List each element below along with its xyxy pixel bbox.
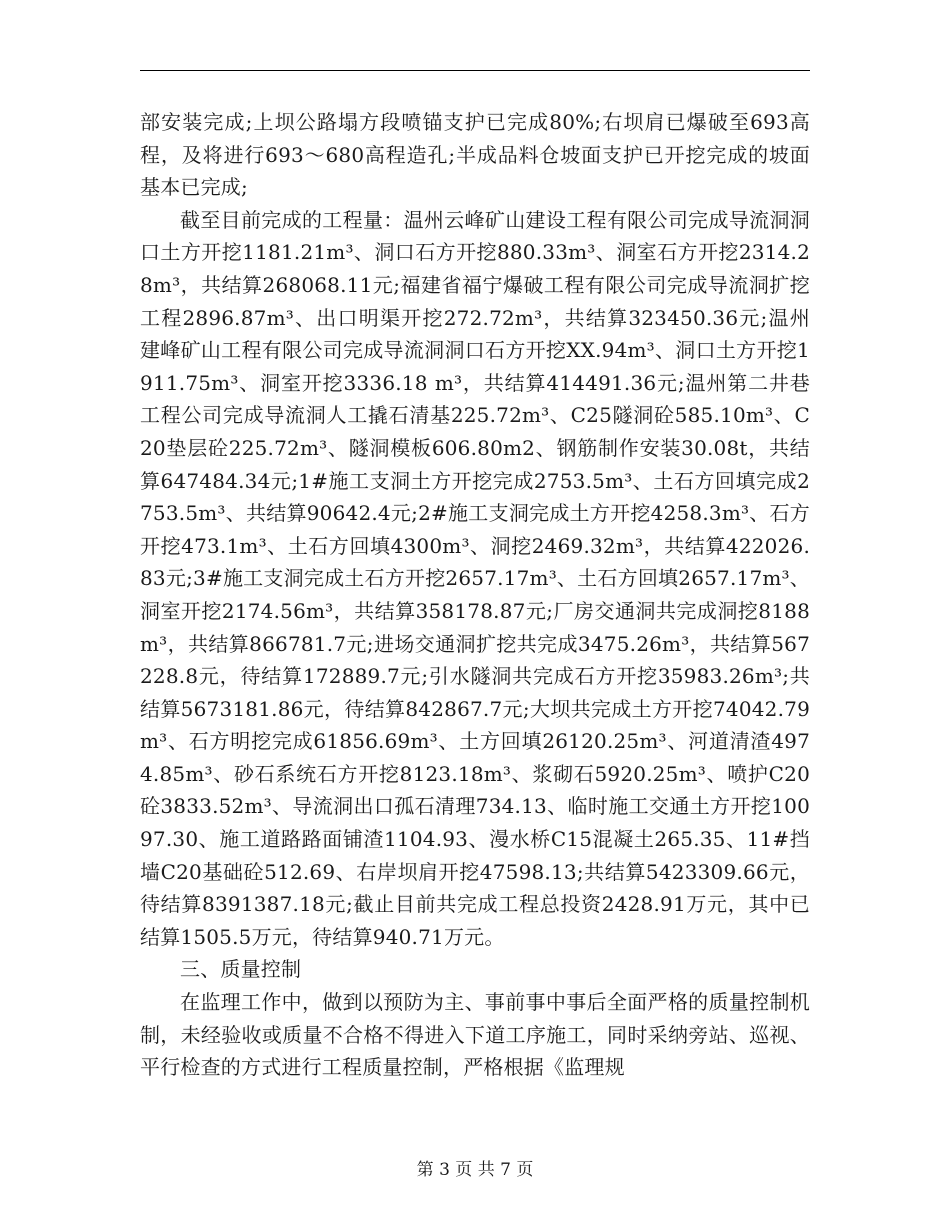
paragraph-quality-control: 在监理工作中，做到以预防为主、事前事中事后全面严格的质量控制机制，未经验收或质量不合格不得进入下道工序施工，同时采纳旁站、巡视、平行检查的方式进行工程质量控制，严格根据《监理规 (140, 990, 810, 1080)
paragraph-workload-summary: 截至目前完成的工程量：温州云峰矿山建设工程有限公司完成导流洞洞口土方开挖1181.21m³、洞口石方开挖880.33m³、洞室石方开挖2314.28m³，共结算268068.11元;福建省福宁爆破工程有限公司完成导流洞扩挖工程2896.87m³、出口明渠开挖272.72m³，共结算323450.36元;温州建峰矿山工程有限公司完成导流洞洞口石方开挖XX.94m³、洞口土方开挖1911.75m³、洞室开挖3336.18 m³，共结算414491.36元;温州第二井巷工程公司完成导流洞人工撬石清基225.72m³、C25隧洞砼585.10m³、C20垫层砼225.72m³、隧洞模板606.80m2、钢筋制作安装30.08t，共结算647484.34元;1#施工支洞土方开挖完成2753.5m³、土石方回填完成2753.5m³、共结算90642.4元;2#施工支洞完成土方开挖4258.3m³、石方开挖473.1m³、土石方回填4300m³、洞挖2469.32m³，共结算422026.83元;3#施工支洞完成土石方开挖2657.17m³、土石方回填2657.17m³、洞室开挖2174.56m³，共结算358178.87元;厂房交通洞共完成洞挖8188m³，共结算866781.7元;进场交通洞扩挖共完成3475.26m³，共结算567228.8元，待结算172889.7元;引水隧洞共完成石方开挖35983.26m³;共结算5673181.86元，待结算842867.7元;大坝共完成土方开挖74042.79m³、石方明挖完成61856.69m³、土方回填26120.25m³、河道清渣4974.85m³、砂石系统石方开挖8123.18m³、浆砌石5920.25m³、喷护C20砼3833.52m³、导流洞出口孤石清理734.13、临时施工交通土方开挖10097.30、施工道路路面铺渣1104.93、漫水桥C15混凝土265.35、11#挡墙C20基础砼512.69、右岸坝肩开挖47598.13;共结算5423309.66元，待结算8391387.18元;截止目前共完成工程总投资2428.91万元，其中已结算1505.5万元，待结算940.71万元。 (140, 207, 810, 949)
header-rule (140, 70, 810, 71)
section-heading-quality-control: 三、质量控制 (180, 957, 302, 982)
paragraph-continuation: 部安装完成;上坝公路塌方段喷锚支护已完成80%;右坝肩已爆破至693高程，及将进行693～680高程造孔;半成品料仓坡面支护已开挖完成的坡面基本已完成; (140, 110, 810, 200)
page-footer: 第 3 页 共 7 页 (416, 1160, 534, 1180)
page-content (140, 106, 810, 1084)
